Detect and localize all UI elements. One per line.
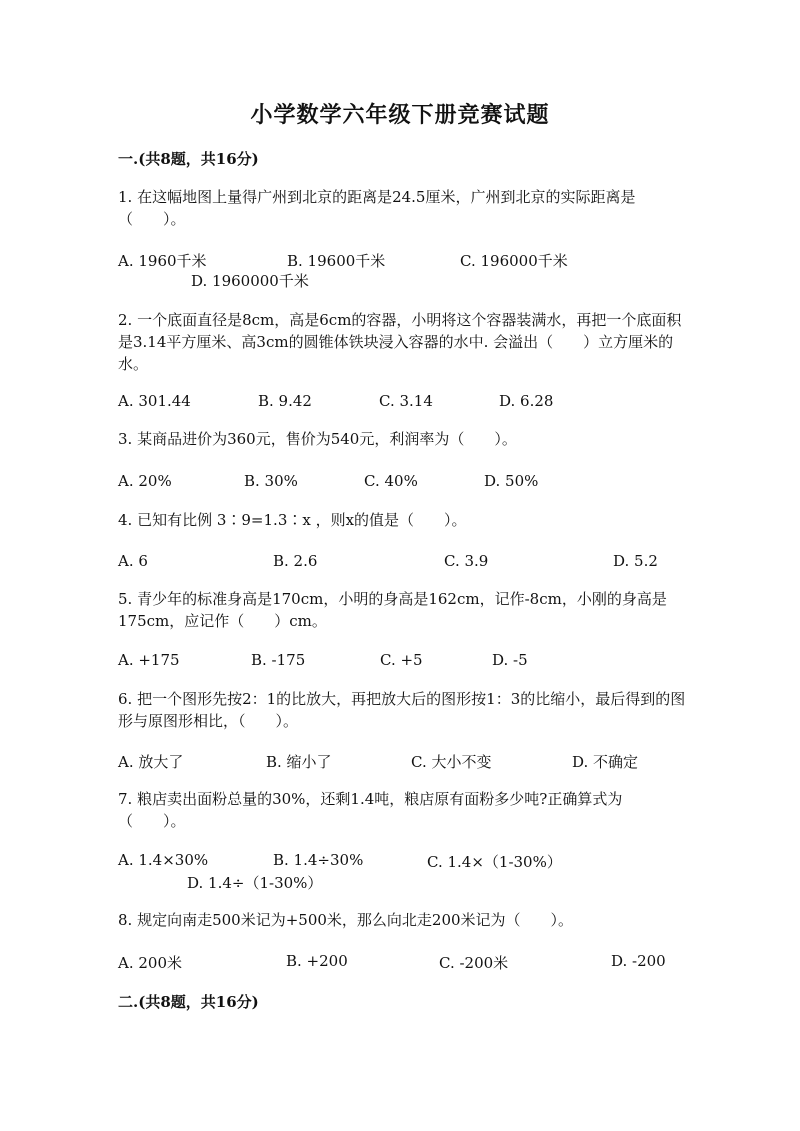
question-3: 3. 某商品进价为360元，售价为540元，利润率为（ ）。 bbox=[118, 430, 517, 448]
q3-option-d: D. 50% bbox=[484, 472, 539, 490]
question-5: 5. 青少年的标准身高是170cm，小明的身高是162cm，记作-8cm，小刚的身高是175cm，应记作（ ）cm。 bbox=[118, 590, 667, 630]
q5-option-a: A. +175 bbox=[118, 651, 180, 669]
q1-option-a: A. 1960千米 bbox=[118, 252, 207, 270]
q1-option-b: B. 19600千米 bbox=[287, 252, 386, 270]
question-4: 4. 已知有比例 3∶9=1.3∶x ，则x的值是（ ）。 bbox=[118, 511, 467, 529]
q3-option-a: A. 20% bbox=[118, 472, 172, 490]
q8-option-b: B. +200 bbox=[286, 952, 348, 970]
section-heading-2: 二.(共8题，共16分) bbox=[118, 993, 259, 1011]
q2-option-d: D. 6.28 bbox=[499, 392, 554, 410]
q6-option-b: B. 缩小了 bbox=[266, 753, 332, 771]
q5-option-d: D. -5 bbox=[492, 651, 528, 669]
q4-option-b: B. 2.6 bbox=[273, 552, 318, 570]
q8-option-d: D. -200 bbox=[611, 952, 666, 970]
question-1: 1. 在这幅地图上量得广州到北京的距离是24.5厘米，广州到北京的实际距离是（ ）。 bbox=[118, 188, 636, 228]
q1-option-d: D. 1960000千米 bbox=[191, 272, 309, 290]
q7-option-a: A. 1.4×30% bbox=[118, 851, 209, 869]
question-6: 6. 把一个图形先按2：1的比放大，再把放大后的图形按1：3的比缩小，最后得到的图形与原图形相比，（ ）。 bbox=[118, 690, 686, 730]
q7-option-b: B. 1.4÷30% bbox=[273, 851, 364, 869]
q2-option-c: C. 3.14 bbox=[379, 392, 433, 410]
page-title: 小学数学六年级下册竞赛试题 bbox=[250, 102, 550, 128]
q7-option-c: C. 1.4×（1-30%） bbox=[427, 853, 562, 871]
question-2: 2. 一个底面直径是8cm，高是6cm的容器，小明将这个容器装满水，再把一个底面积是3.14平方厘米、高3cm的圆锥体铁块浸入容器的水中. 会溢出（ ）立方厘米的水。 bbox=[118, 311, 682, 373]
q5-option-c: C. +5 bbox=[380, 651, 423, 669]
q6-option-d: D. 不确定 bbox=[572, 753, 639, 771]
q8-option-c: C. -200米 bbox=[439, 954, 509, 972]
question-8: 8. 规定向南走500米记为+500米，那么向北走200米记为（ ）。 bbox=[118, 911, 574, 929]
q4-option-d: D. 5.2 bbox=[613, 552, 658, 570]
q7-option-d: D. 1.4÷（1-30%） bbox=[187, 874, 323, 892]
q4-option-a: A. 6 bbox=[118, 552, 148, 570]
q6-option-c: C. 大小不变 bbox=[411, 753, 492, 771]
q3-option-b: B. 30% bbox=[244, 472, 298, 490]
section-heading-1: 一.(共8题，共16分) bbox=[118, 150, 259, 168]
q5-option-b: B. -175 bbox=[251, 651, 306, 669]
q3-option-c: C. 40% bbox=[364, 472, 418, 490]
q4-option-c: C. 3.9 bbox=[444, 552, 489, 570]
q2-option-b: B. 9.42 bbox=[258, 392, 312, 410]
q8-option-a: A. 200米 bbox=[118, 954, 182, 972]
q2-option-a: A. 301.44 bbox=[118, 392, 191, 410]
q1-option-c: C. 196000千米 bbox=[460, 252, 568, 270]
q6-option-a: A. 放大了 bbox=[118, 753, 184, 771]
question-7: 7. 粮店卖出面粉总量的30%，还剩1.4吨，粮店原有面粉多少吨?正确算式为（ ）。 bbox=[118, 790, 623, 830]
